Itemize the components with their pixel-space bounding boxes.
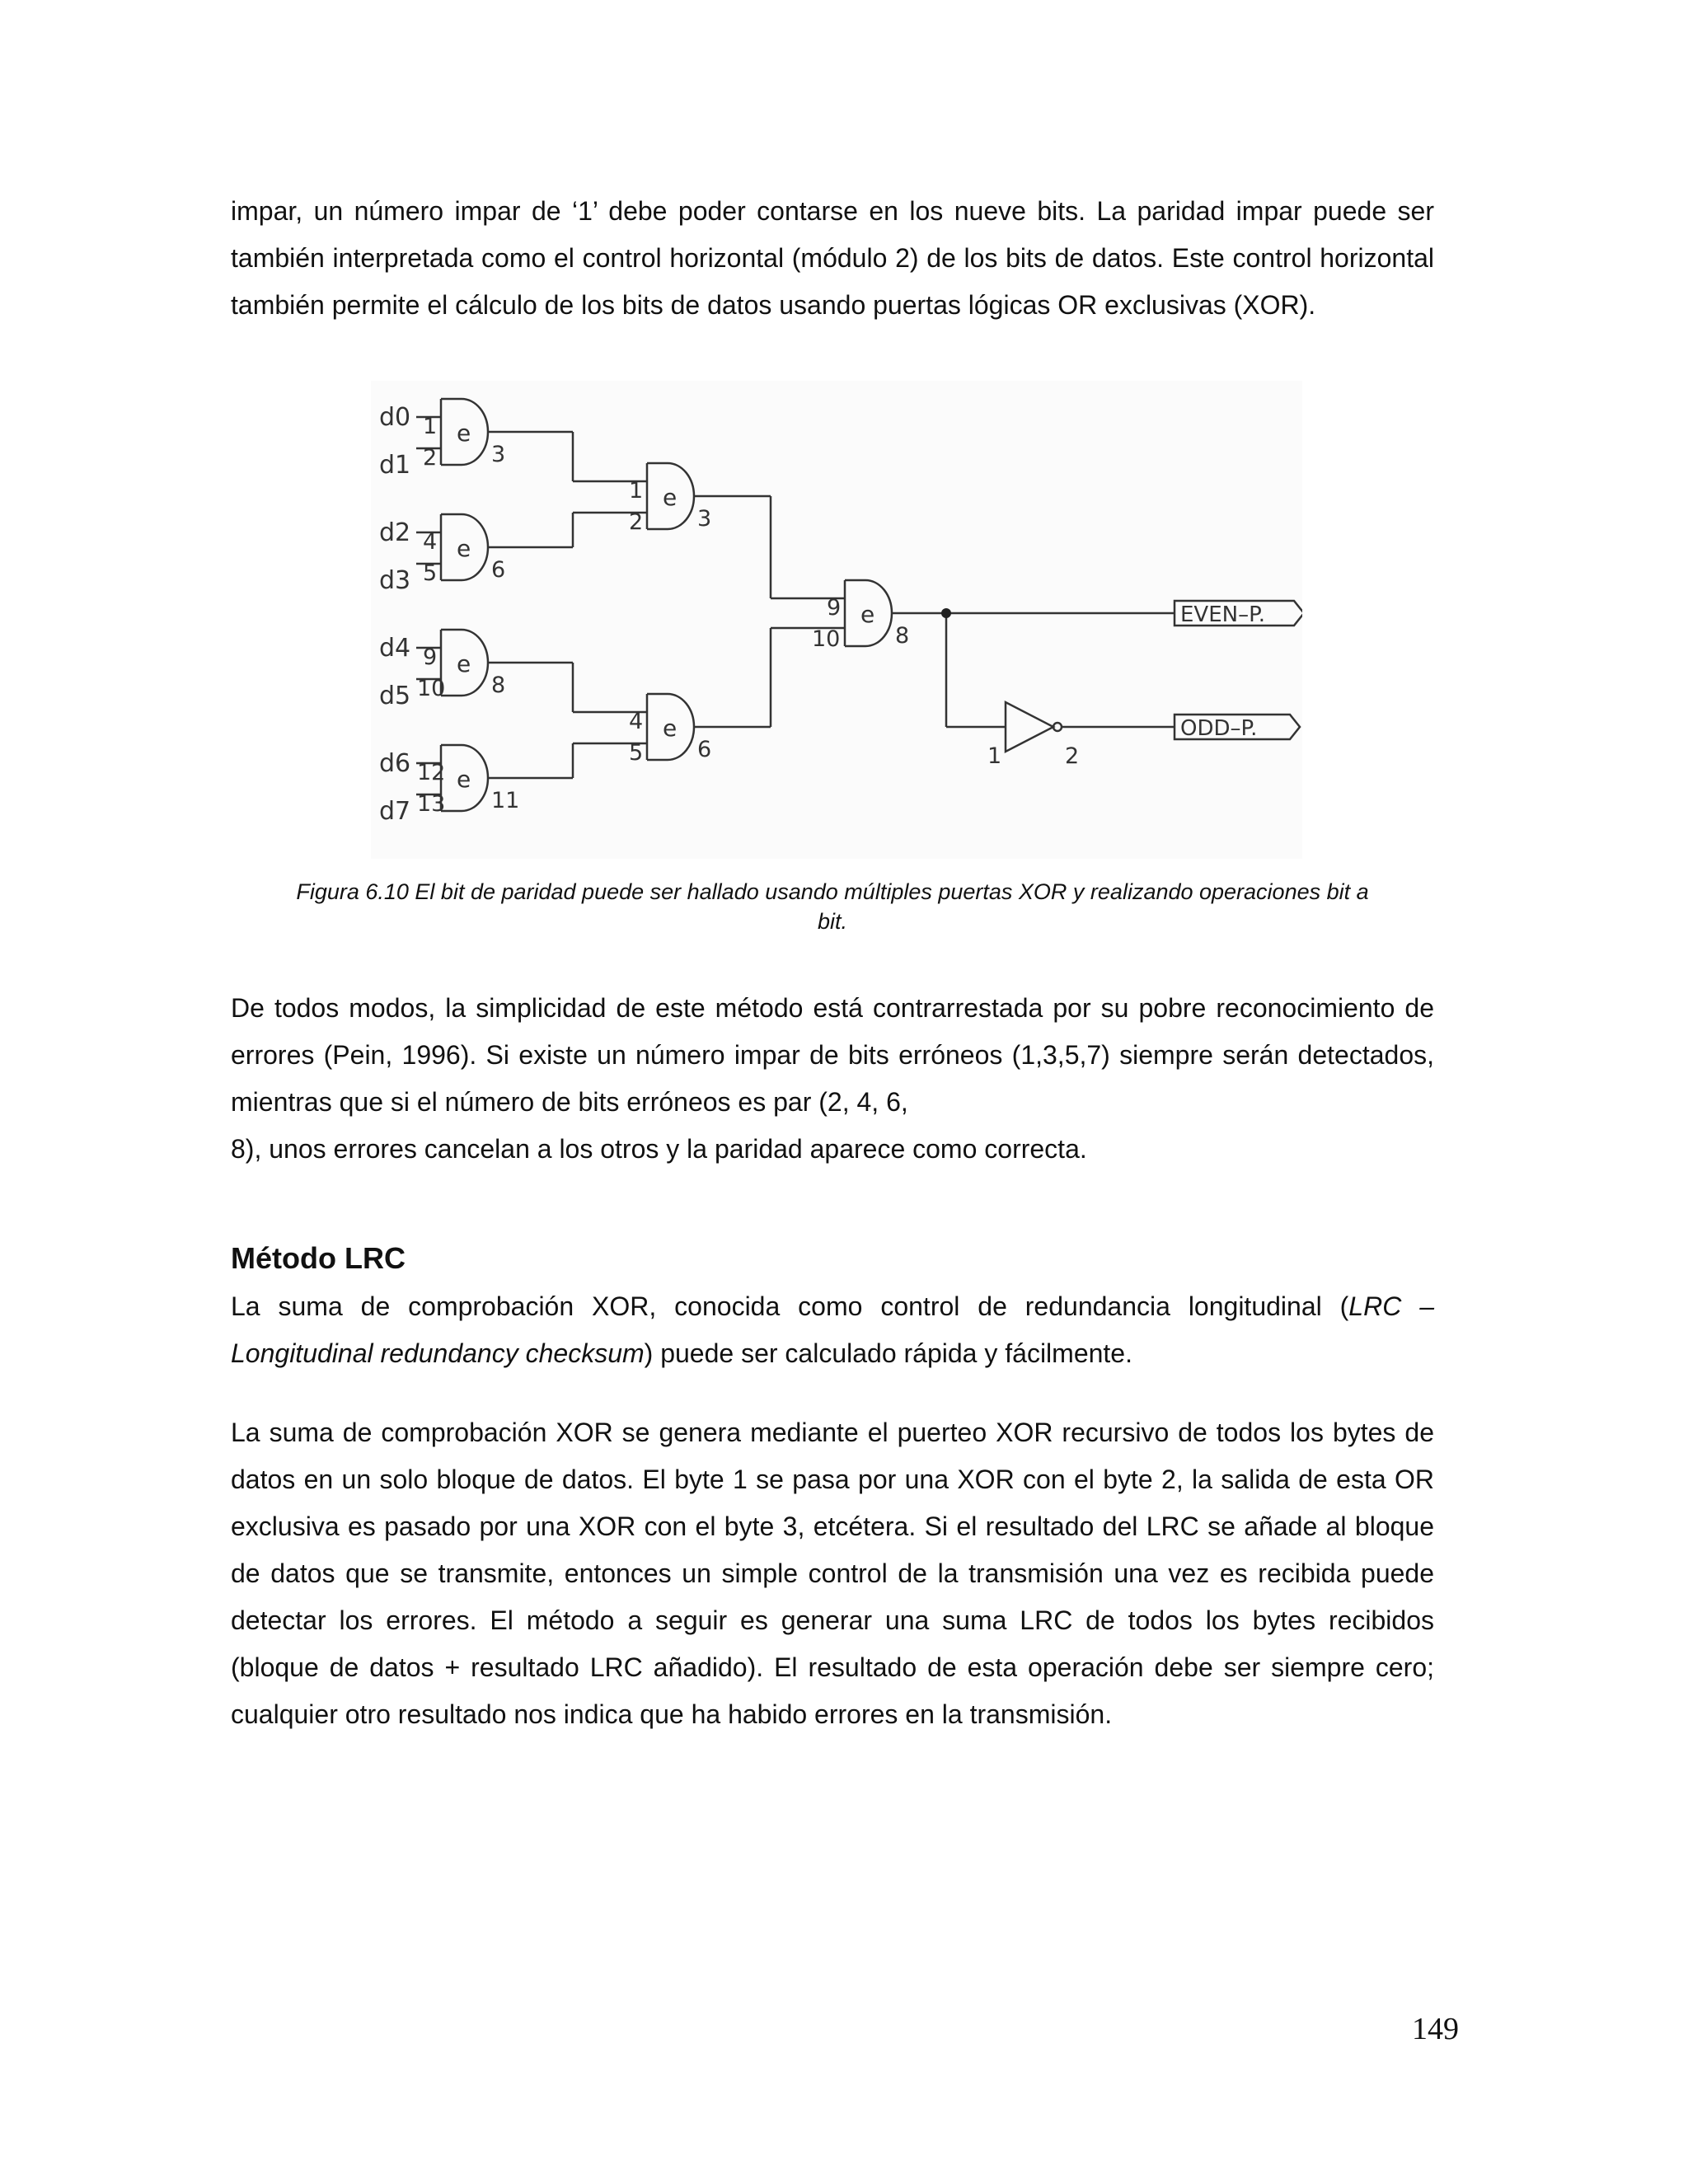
gate4-pin-b: 13 [417, 791, 446, 817]
gate5-pin-out: 3 [697, 506, 712, 532]
gate6-pin-b: 5 [629, 740, 644, 766]
odd-parity-label: ODD–P. [1180, 716, 1258, 741]
gate7-pin-out: 8 [895, 623, 910, 649]
section-heading-lrc: Método LRC [231, 1241, 406, 1275]
gate5-pin-b: 2 [629, 509, 644, 535]
input-label-d3: d3 [379, 566, 411, 595]
figure-caption-line-2: bit. [817, 909, 848, 934]
gate-1-symbol: e [457, 419, 471, 447]
gate2-pin-b: 5 [423, 560, 438, 586]
gate7-pin-a: 9 [827, 595, 842, 621]
inverter-gate [1006, 702, 1053, 752]
page-number: 149 [1412, 2012, 1459, 2046]
gate4-pin-a: 12 [417, 760, 446, 785]
gate6-pin-out: 6 [697, 737, 712, 762]
paragraph-lrc-method: La suma de comprobación XOR se genera mediante el puerteo XOR recursivo de todos los bytes de datos en un solo bloque de datos. El byte 1 se pasa por una XOR con el byte 2, la salida de esta OR exclusiva es pasado por una XOR con el byte 3, etcétera. Si el resultado del LRC se añade al bloque de datos que se transmite, entonces un simple control de la transmisión una vez es recibida puede detectar los errores. El método a seguir es generar una suma LRC de todos los bytes recibidos (bloque de datos + resultado LRC añadido). El resultado de esta operación debe ser siempre cero; cualquier otro resultado nos indica que ha habido errores en la transmisión. [231, 1418, 1434, 1729]
lrc-definition-before: La suma de comprobación XOR, conocida como control de redundancia longitudinal ( [231, 1291, 1349, 1321]
xor-parity-circuit-figure [371, 381, 1302, 859]
input-label-d1: d1 [379, 451, 411, 480]
gate2-pin-a: 4 [423, 529, 438, 555]
gate4-pin-out: 11 [491, 788, 520, 813]
figure-caption-line-1: Figura 6.10 El bit de paridad puede ser hallado usando múltiples puertas XOR y realizando operaciones bit a [296, 879, 1369, 904]
gate-4-symbol: e [457, 766, 471, 793]
input-label-d2: d2 [379, 518, 411, 547]
gate5-pin-a: 1 [629, 478, 644, 504]
lrc-definition-italic: LRC – Longitudinal redundancy checksum [231, 1291, 1435, 1368]
input-label-d5: d5 [379, 682, 411, 710]
inverter-pin-in: 1 [987, 743, 1002, 769]
gate2-pin-out: 6 [491, 557, 506, 583]
gate-5-symbol: e [663, 484, 678, 511]
gate-3-symbol: e [457, 650, 471, 677]
lrc-definition-after: ) puede ser calculado rápida y fácilmente. [644, 1338, 1132, 1368]
gate7-pin-b: 10 [812, 626, 841, 652]
junction-dot [941, 608, 951, 618]
xor-circuit-diagram [371, 381, 1302, 859]
gate-2-symbol: e [457, 535, 471, 562]
gate3-pin-b: 10 [417, 676, 446, 701]
gate-6-symbol: e [663, 715, 678, 742]
paragraph-lrc-definition [231, 1283, 1434, 1377]
even-parity-label: EVEN–P. [1180, 602, 1265, 627]
input-label-d0: d0 [379, 403, 411, 432]
paragraph-parity-intro: impar, un número impar de ‘1’ debe poder contarse en los nueve bits. La paridad impar puede ser también interpretada como el control horizontal (módulo 2) de los bits de datos. Este control horizontal también permite el cálculo de los bits de datos usando puertas lógicas OR exclusivas (XOR). [231, 196, 1434, 320]
paragraph-parity-limitations-line-1: De todos modos, la simplicidad de este método está contrarrestada por su pobre reconocimiento de errores (Pein, 1996). Si existe un número impar de bits erróneos (1,3,5,7) siempre serán detectados, mientras que si el número de bits erróneos es par (2, 4, 6, [231, 993, 1434, 1117]
gate1-pin-out: 3 [491, 442, 506, 467]
paragraph-parity-limitations [231, 985, 1434, 1173]
paragraph-parity-limitations-line-2: 8), unos errores cancelan a los otros y la paridad aparece como correcta. [231, 1134, 1087, 1164]
inverter-pin-out: 2 [1065, 743, 1080, 769]
gate3-pin-a: 9 [423, 644, 438, 670]
input-label-d6: d6 [379, 749, 411, 778]
gate6-pin-a: 4 [629, 709, 644, 734]
gate-7-symbol: e [860, 601, 875, 628]
gate1-pin-b: 2 [423, 445, 438, 471]
input-label-d4: d4 [379, 634, 411, 663]
figure-caption [231, 877, 1434, 936]
gate3-pin-out: 8 [491, 673, 506, 698]
gate1-pin-a: 1 [423, 414, 438, 439]
input-label-d7: d7 [379, 797, 411, 826]
